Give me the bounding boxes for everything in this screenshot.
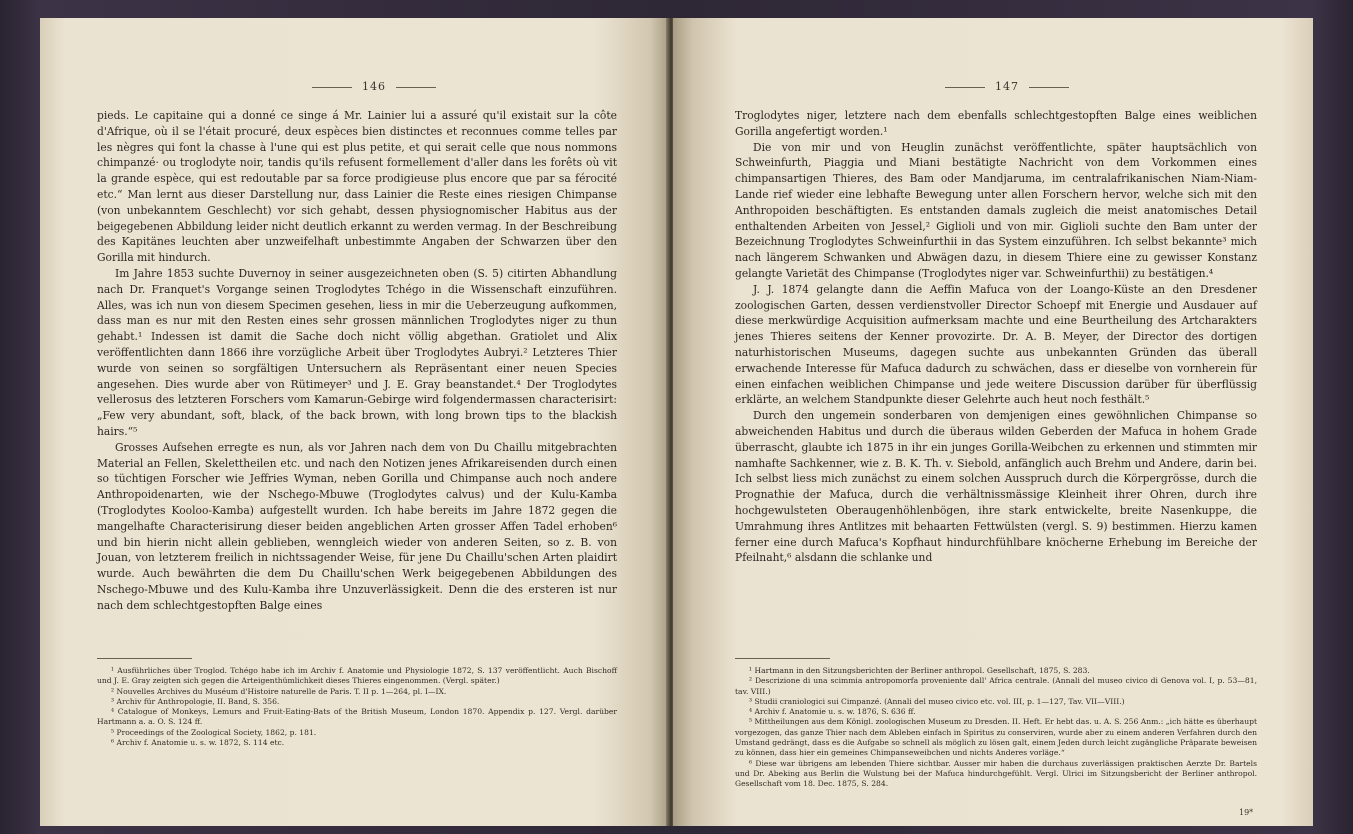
right-footnotes <box>735 666 1257 790</box>
paragraph: Die von mir und von Heuglin zunächst veröffentlichte, später hauptsächlich von Schweinfurth, Piaggia und Miani bestätigte Nachricht von dem Vorkommen eines chimpansartigen Thieres, des Bam oder Mandjaruma, im centralafrikanischen Niam-Niam-Lande rief wieder eine lebhafte Bewegung unter allen Forschern hervor, welche sich mit den Anthropoiden beschäftigten. Es entstanden damals zugleich die meist anatomisches Detail enthaltenden Arbeiten von Jessel,² Giglioli und von mir. Giglioli suchte den Bam unter der Bezeichnung Troglodytes Schweinfurthii in das System einzuführen. Ich selbst bekannte³ mich nach längerem Schwanken und Abwägen dazu, in diesem Thiere eine zu gewisser Konstanz gelangte Varietät des Chimpanse (Troglodytes niger var. Schweinfurthii) zu bestätigen.⁴ <box>735 140 1257 280</box>
footnote-separator <box>97 658 192 659</box>
footnote-separator <box>735 658 830 659</box>
left-footnotes <box>97 666 617 748</box>
paragraph: Grosses Aufsehen erregte es nun, als vor Jahren nach dem von Du Chaillu mitgebrachten Material an Fellen, Skelettheilen etc. und nach den Notizen jenes Afrikareisenden durch einen so tüchtigen Forscher wie Jeffries Wyman, neben Gorilla und Chimpanse auch noch andere Anthropoidenarten, wie der Nschego-Mbuwe (Troglodytes calvus) und der Kulu-Kamba (Troglodytes Kooloo-Kamba) aufgestellt wurden. Ich habe bereits im Jahre 1872 gegen die mangelhafte Characterisirung dieser beiden angeblichen Arten grosser Affen Tadel erhoben⁶ und bin hierin nicht allein geblieben, wenngleich wieder von anderen Seiten, so z. B. von Jouan, von letzterem freilich in nichtssagender Weise, für jene Du Chaillu'schen Arten plaidirt wurde. Auch bewährten die dem Du Chaillu'schen Werk beigegebenen Abbildungen des Nschego-Mbuwe und des Kulu-Kamba ihre Unzuverlässigkeit. Denn die des ersteren ist nur nach dem schlechtgestopften Balge eines <box>97 440 617 612</box>
right-body-text <box>735 108 1257 566</box>
footnote: ⁶ Diese war übrigens am lebenden Thiere sichtbar. Ausser mir haben die durchaus zuverlässigen praktischen Aerzte Dr. Bartels und Dr. Abeking aus Berlin die Wulstung bei der Mafuca hindurchgefühlt. Vergl. Ulrici im Sitzungsbericht der Berliner anthropol. Gesellschaft vom 18. Dec. 1875, S. 284. <box>735 758 1257 789</box>
page-number-left: 146 <box>302 80 446 93</box>
footnote: ⁴ Archiv f. Anatomie u. s. w. 1876, S. 636 ff. <box>749 707 916 717</box>
paragraph: Durch den ungemein sonderbaren von demjenigen eines gewöhnlichen Chimpanse so abweichenden Habitus und durch die überaus wilden Geberden der Mafuca in hohem Grade überrascht, glaubte ich 1875 in ihr ein junges Gorilla-Weibchen zu erkennen und stimmten mir namhafte Sachkenner, wie z. B. K. Th. v. Siebold, anfänglich auch Brehm und Andere, darin bei. Ich selbst liess mich zunächst zu einem solchen Ausspruch durch die Körpergrösse, durch die Prognathie der Mafuca, durch die verhältnissmässige Kleinheit ihrer Ohren, durch ihre hochgewulsteten Oberaugenhöhlenbögen, ihre stark entwickelte, breite Nasenkuppe, die Umrahmung ihres Antlitzes mit behaarten Fettwülsten (vergl. S. 9) bestimmen. Hierzu kamen ferner eine durch Mafuca's Kopfhaut hindurchfühlbare knöcherne Erhebung im Bereiche der Pfeilnaht,⁶ alsdann die schlanke und <box>735 409 1257 565</box>
footnote: ¹ Ausführliches über Troglod. Tchégo habe ich im Archiv f. Anatomie und Physiologie 1872, S. 137 veröffentlicht. Auch Bischoff und J. E. Gray zeigten sich gegen die Arteigenthümlichkeit dieses Thieres eingenommen. (Vergl. später.) <box>97 666 617 686</box>
footnote: ⁴ Catalogue of Monkeys, Lemurs and Fruit-Eating-Bats of the British Museum, London 1870. Appendix p. 127. Vergl. darüber Hartmann a. a. O. S. 124 ff. <box>97 707 617 727</box>
footnote: ⁶ Archiv f. Anatomie u. s. w. 1872, S. 114 etc. <box>111 738 285 748</box>
footnote: ⁵ Mittheilungen aus dem Königl. zoologischen Museum zu Dresden. II. Heft. Er hebt das. u. A. S. 256 Anm.: „ich hätte es überhaupt vorgezogen, das ganze Thier nach dem Ableben einfach in Spiritus zu conserviren, wurde aber zu einem anderen Verfahren durch den Umstand gedrängt, dass es die Aufgabe so schnell als möglich zu lösen galt, einem Jeden durch leicht zugängliche Präparate beweisen zu können, dass hier ein gemeines Chimpanseweibchen und nichts Anderes vorläge.“ <box>735 717 1257 758</box>
footnote: ³ Studii craniologici sui Cimpanzé. (Annali del museo civico etc. vol. III, p. 1—127, Tav. VII—VIII.) <box>749 696 1125 706</box>
paragraph: Im Jahre 1853 suchte Duvernoy in seiner ausgezeichneten oben (S. 5) citirten Abhandlung nach Dr. Franquet's Vorgange seinen Troglodytes Tchégo in die Wissenschaft einzuführen. Alles, was ich nun von diesem Specimen gesehen, liess in mir die Ueberzeugung aufkommen, dass man es nur mit den Resten eines sehr grossen männlichen Troglodytes niger zu thun gehabt.¹ Indessen ist damit die Sache doch nicht völlig abgethan. Gratiolet und Alix veröffentlichten dann 1866 ihre vorzügliche Arbeit über Troglodytes Aubryi.² Letzteres Thier wurde von seinen so sorgfältigen Untersuchern als Repräsentant einer neuen Species angesehen. Dies wurde aber von Rütimeyer³ und J. E. Gray beanstandet.⁴ Der Troglodytes vellerosus des letzteren Forschers vom Kamarun-Gebirge wird folgendermassen characterisirt: „Few very abundant, soft, black, of the back brown, with long brown tips to the blackish hairs.“⁵ <box>97 266 617 438</box>
paragraph: Troglodytes niger, letztere nach dem ebenfalls schlechtgestopften Balge eines weiblichen Gorilla angefertigt worden.¹ <box>735 109 1257 138</box>
paragraph: J. J. 1874 gelangte dann die Aeffin Mafuca von der Loango-Küste an den Dresdener zoologischen Garten, dessen verdienstvoller Director Schoepf mit Energie und Ausdauer auf diese merkwürdige Acquisition aufmerksam machte und eine Beurtheilung des Artcharakters jenes Thieres seitens der Kenner provozirte. Dr. A. B. Meyer, der Director des dortigen naturhistorischen Museums, dagegen suchte aus unbekannten Gründen das überall erwachende Interesse für Mafuca dadurch zu schwächen, dass er dieselbe von vornherein für einen einfachen weiblichen Chimpanse und jede weitere Discussion darüber für überflüssig erklärte, an welchem Standpunkte dieser Gelehrte auch heut noch festhält.⁵ <box>735 282 1257 407</box>
footnote: ⁵ Proceedings of the Zoological Society, 1862, p. 181. <box>111 727 317 737</box>
footnote: ² Descrizione di una scimmia antropomorfa proveniente dall' Africa centrale. (Annali del museo civico di Genova vol. I, p. 53—81, tav. VIII.) <box>735 676 1257 696</box>
right-page <box>673 18 1313 826</box>
signature-mark: 19* <box>1239 808 1254 817</box>
left-page <box>40 18 669 826</box>
footnote: ¹ Hartmann in den Sitzungsberichten der Berliner anthropol. Gesellschaft, 1875, S. 283. <box>749 666 1090 675</box>
left-body-text <box>97 108 617 614</box>
footnote: ³ Archiv für Anthropologie, II. Band, S. 356. <box>111 696 280 706</box>
page-number-right: 147 <box>935 80 1079 93</box>
paragraph: pieds. Le capitaine qui a donné ce singe á Mr. Lainier lui a assuré qu'il existait sur la côte d'Afrique, où il se l'était procuré, deux espèces bien distinctes et reconnues comme telles par les nègres qui font la chasse à l'une qui est plus petite, et qui serait celle que nous nommons chimpanzé· ou troglodyte noir, tandis qu'ils refusent formellement d'aller dans les forêts où vit la grande espèce, qui est redoutable par sa force prodigieuse plus encore que par sa férocité etc.“ Man lernt aus dieser Darstellung nur, dass Lainier die Reste eines riesigen Chimpanse (von unbekanntem Geschlecht) vor sich gehabt, dessen physiognomischer Habitus aus der beigegebenen Abbildung leider nicht deutlich erkannt zu werden vermag. In der Beschreibung des Kapitänes leuchten aber unzweifelhaft unbestimmte Angaben der Schwarzen über den Gorilla mit hindurch. <box>97 109 617 265</box>
footnote: ² Nouvelles Archives du Muséum d'Histoire naturelle de Paris. T. II p. 1—264, pl. I—IX. <box>111 686 447 696</box>
